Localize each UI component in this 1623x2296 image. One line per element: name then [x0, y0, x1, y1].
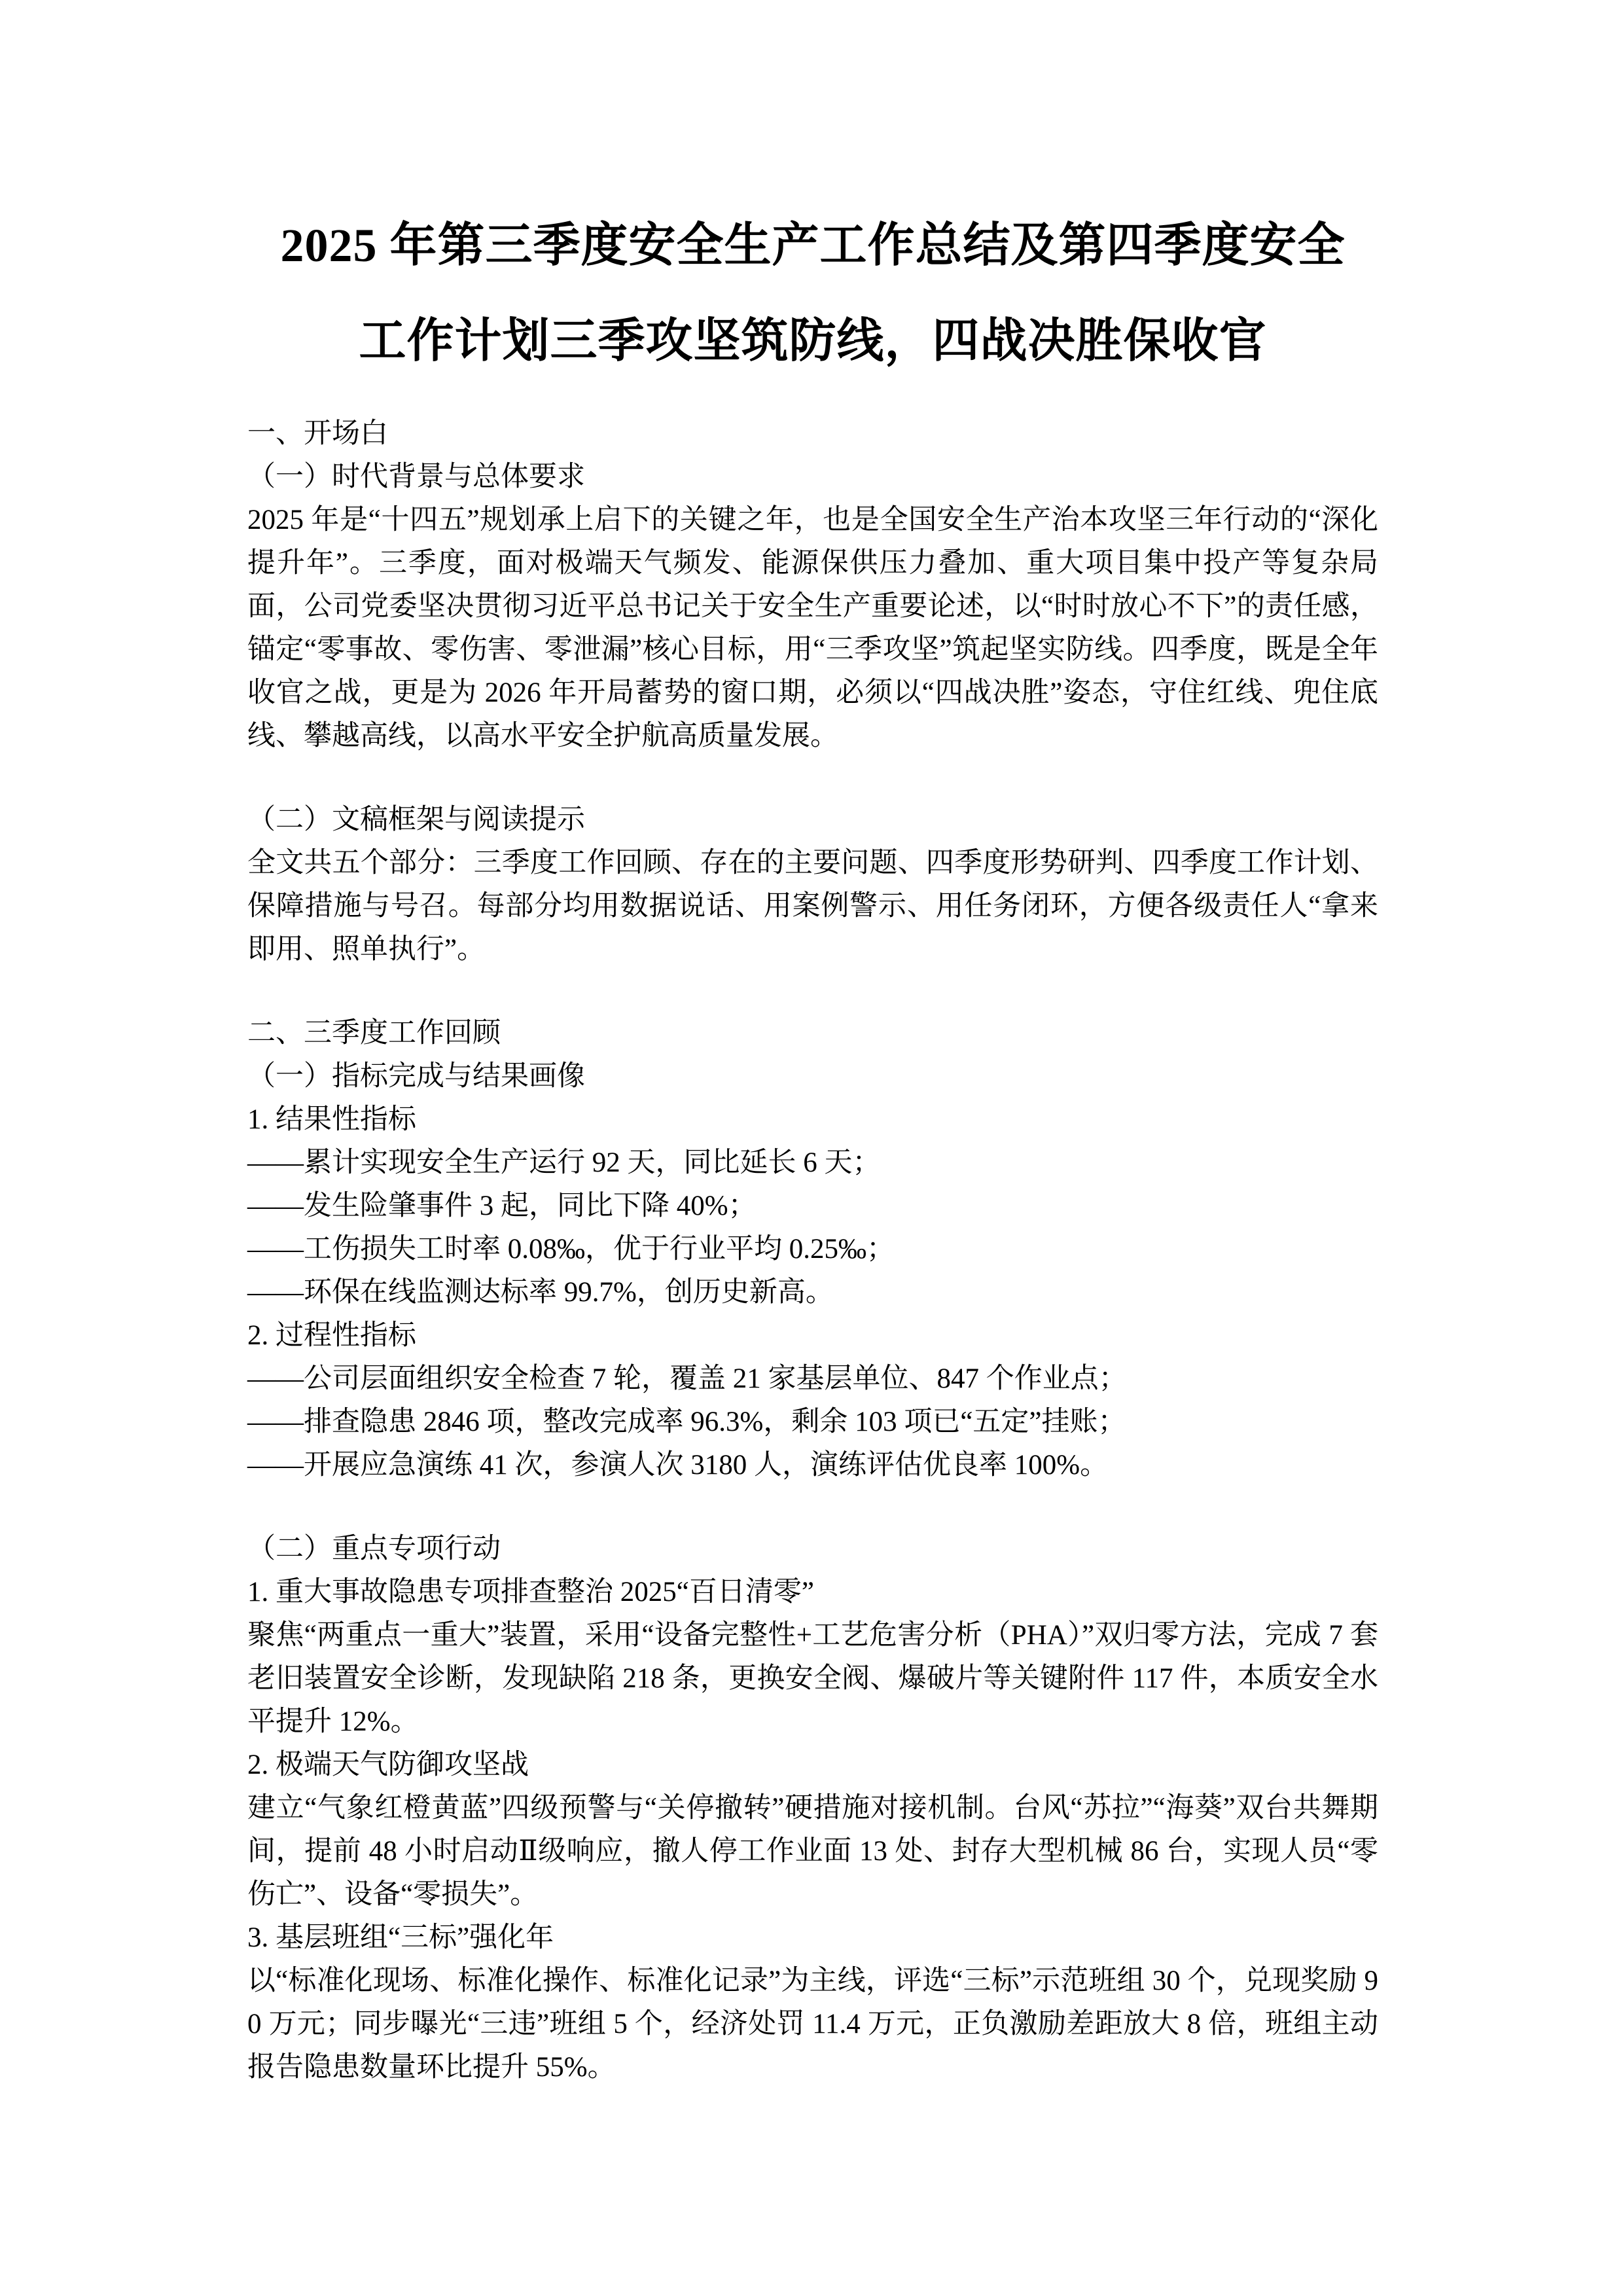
document-title — [247, 198, 1378, 389]
section-heading-opening: 一、开场白 — [247, 418, 388, 449]
indicator-line-environmental: ——环保在线监测达标率 99.7%，创历史新高。 — [247, 1277, 834, 1308]
indicator-line-inspections: ——公司层面组织安全检查 7 轮，覆盖 21 家基层单位、847 个作业点； — [247, 1363, 1127, 1394]
indicator-line-safe-days: ——累计实现安全生产运行 92 天，同比延长 6 天； — [247, 1147, 881, 1178]
body-paragraph-framework: 全文共五个部分：三季度工作回顾、存在的主要问题、四季度形势研判、四季度工作计划、保障措施与号召。每部分均用数据说话、用案例警示、用任务闭环，方便各级责任人“拿来即用、照单执行”。 — [247, 848, 1378, 965]
body-paragraph-team-standards: 以“标准化现场、标准化操作、标准化记录”为主线，评选“三标”示范班组 30 个，兑现奖励 90 万元；同步曝光“三违”班组 5 个，经济处罚 11.4 万元，正负激励差距放大 8 倍，班组主动报告隐患数量环比提升 55%。 — [247, 1965, 1378, 2083]
document-title-line-1: 2025 年第三季度安全生产工作总结及第四季度安全 — [280, 219, 1346, 272]
indicator-line-near-miss: ——发生险肇事件 3 起，同比下降 40%； — [247, 1191, 757, 1221]
list-heading-result-indicators: 1. 结果性指标 — [247, 1104, 416, 1135]
indicator-line-drills: ——开展应急演练 41 次，参演人次 3180 人，演练评估优良率 100%。 — [247, 1450, 1109, 1480]
item-heading-hazard-cleanup: 1. 重大事故隐患专项排查整治 2025“百日清零” — [247, 1577, 814, 1607]
document-title-line-2: 工作计划三季攻坚筑防线，四战决胜保收官 — [359, 315, 1267, 367]
indicator-line-hazards: ——排查隐患 2846 项，整改完成率 96.3%，剩余 103 项已“五定”挂账； — [247, 1407, 1126, 1437]
body-paragraph-extreme-weather: 建立“气象红橙黄蓝”四级预警与“关停撤转”硬措施对接机制。台风“苏拉”“海葵”双台共舞期间，提前 48 小时启动Ⅱ级响应，撤人停工作业面 13 处、封存大型机械 86 台，实现人员“零伤亡”、设备“零损失”。 — [247, 1793, 1378, 1910]
item-heading-team-standards: 3. 基层班组“三标”强化年 — [247, 1922, 554, 1953]
body-paragraph-background: 2025 年是“十四五”规划承上启下的关键之年，也是全国安全生产治本攻坚三年行动的“深化提升年”。三季度，面对极端天气频发、能源保供压力叠加、重大项目集中投产等复杂局面，公司党委坚决贯彻习近平总书记关于安全生产重要论述，以“时时放心不下”的责任感，锚定“零事故、零伤害、零泄漏”核心目标，用“三季攻坚”筑起坚实防线。四季度，既是全年收官之战，更是为 2026 年开局蓄势的窗口期，必须以“四战决胜”姿态，守住红线、兜住底线、攀越高线，以高水平安全护航高质量发展。 — [247, 505, 1378, 751]
list-heading-process-indicators: 2. 过程性指标 — [247, 1320, 416, 1351]
indicator-line-lost-time-rate: ——工伤损失工时率 0.08‰，优于行业平均 0.25‰； — [247, 1234, 895, 1265]
subsection-heading-framework: （二）文稿框架与阅读提示 — [247, 804, 585, 835]
subsection-heading-background: （一）时代背景与总体要求 — [247, 461, 585, 492]
document-body — [247, 412, 1378, 2089]
subsection-heading-special-actions: （二）重点专项行动 — [247, 1534, 501, 1564]
subsection-heading-indicators: （一）指标完成与结果画像 — [247, 1061, 585, 1092]
item-heading-extreme-weather: 2. 极端天气防御攻坚战 — [247, 1749, 529, 1780]
section-heading-q3-review: 二、三季度工作回顾 — [247, 1018, 501, 1049]
body-paragraph-hazard-cleanup: 聚焦“两重点一重大”装置，采用“设备完整性+工艺危害分析（PHA）”双归零方法，完成 7 套老旧装置安全诊断，发现缺陷 218 条，更换安全阀、爆破片等关键附件 117 件，本质安全水平提升 12%。 — [247, 1620, 1378, 1737]
